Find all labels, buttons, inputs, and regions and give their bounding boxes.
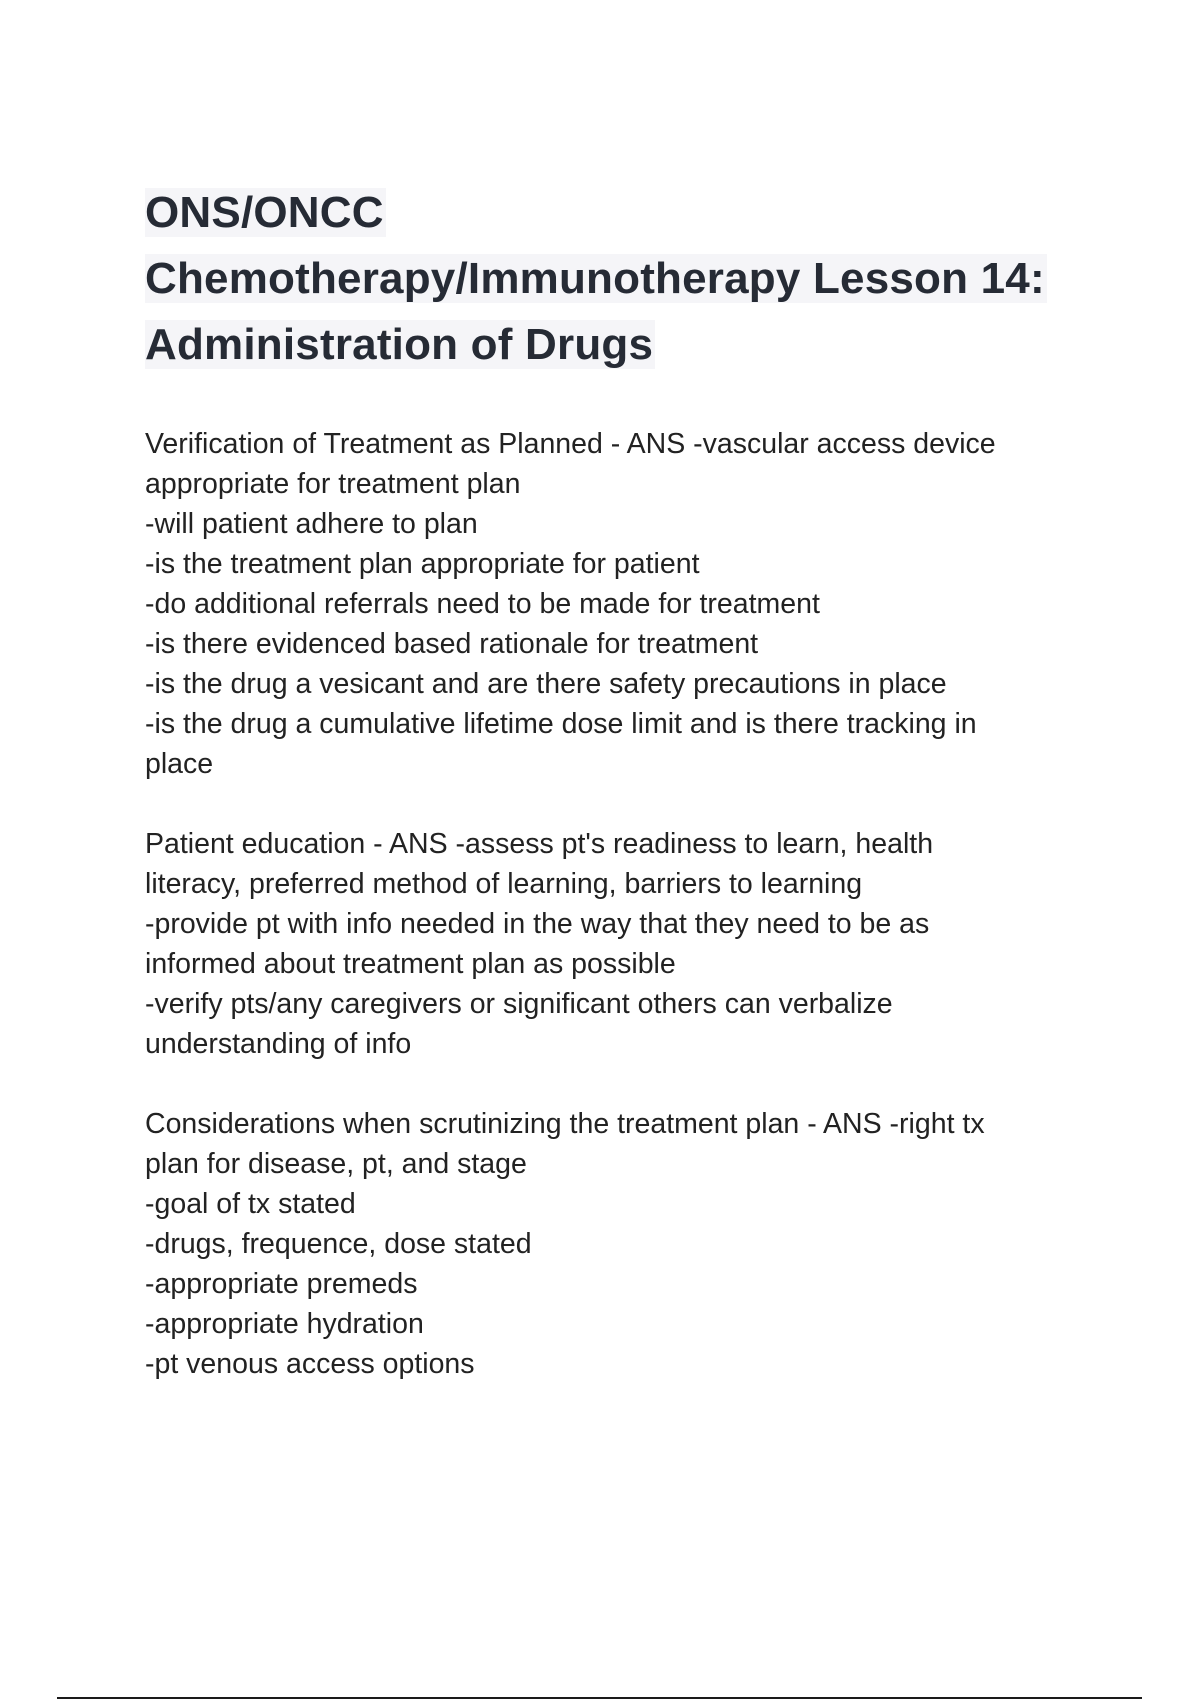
footer-divider: [57, 1697, 1142, 1699]
entry-line: -verify pts/any caregivers or significant others can verbalize: [145, 988, 893, 1020]
entry-line: -provide pt with info needed in the way that they need to be as: [145, 908, 930, 940]
entry-line: -pt venous access options: [145, 1348, 475, 1380]
entry-line: Patient education - ANS -assess pt's readiness to learn, health: [145, 828, 934, 860]
entry-line: -appropriate premeds: [145, 1268, 418, 1300]
qa-entry-verification: [145, 424, 1090, 784]
entry-line: -appropriate hydration: [145, 1308, 424, 1340]
entry-line: plan for disease, pt, and stage: [145, 1148, 527, 1180]
entry-line: appropriate for treatment plan: [145, 468, 521, 500]
entry-line: literacy, preferred method of learning, barriers to learning: [145, 868, 863, 900]
title-line-2: Chemotherapy/Immunotherapy Lesson 14:: [145, 254, 1045, 303]
entry-line: -will patient adhere to plan: [145, 508, 478, 540]
entry-line: place: [145, 748, 214, 780]
entry-line: Verification of Treatment as Planned - ANS -vascular access device: [145, 428, 996, 460]
entry-line: -is there evidenced based rationale for treatment: [145, 628, 759, 660]
entry-line: understanding of info: [145, 1028, 412, 1060]
entry-line: -is the drug a cumulative lifetime dose limit and is there tracking in: [145, 708, 977, 740]
entry-line: -is the drug a vesicant and are there safety precautions in place: [145, 668, 947, 700]
entry-line: -goal of tx stated: [145, 1188, 356, 1220]
title-line-3: Administration of Drugs: [145, 320, 654, 369]
page-title: [145, 180, 1090, 378]
document-body: [145, 424, 1090, 1424]
qa-entry-patient-education: [145, 824, 1090, 1064]
title-line-1: ONS/ONCC: [145, 188, 384, 237]
entry-line: -is the treatment plan appropriate for patient: [145, 548, 700, 580]
entry-line: -drugs, frequence, dose stated: [145, 1228, 532, 1260]
entry-line: Considerations when scrutinizing the treatment plan - ANS -right tx: [145, 1108, 985, 1140]
entry-line: -do additional referrals need to be made for treatment: [145, 588, 820, 620]
qa-entry-considerations: [145, 1104, 1090, 1384]
entry-line: informed about treatment plan as possible: [145, 948, 676, 980]
